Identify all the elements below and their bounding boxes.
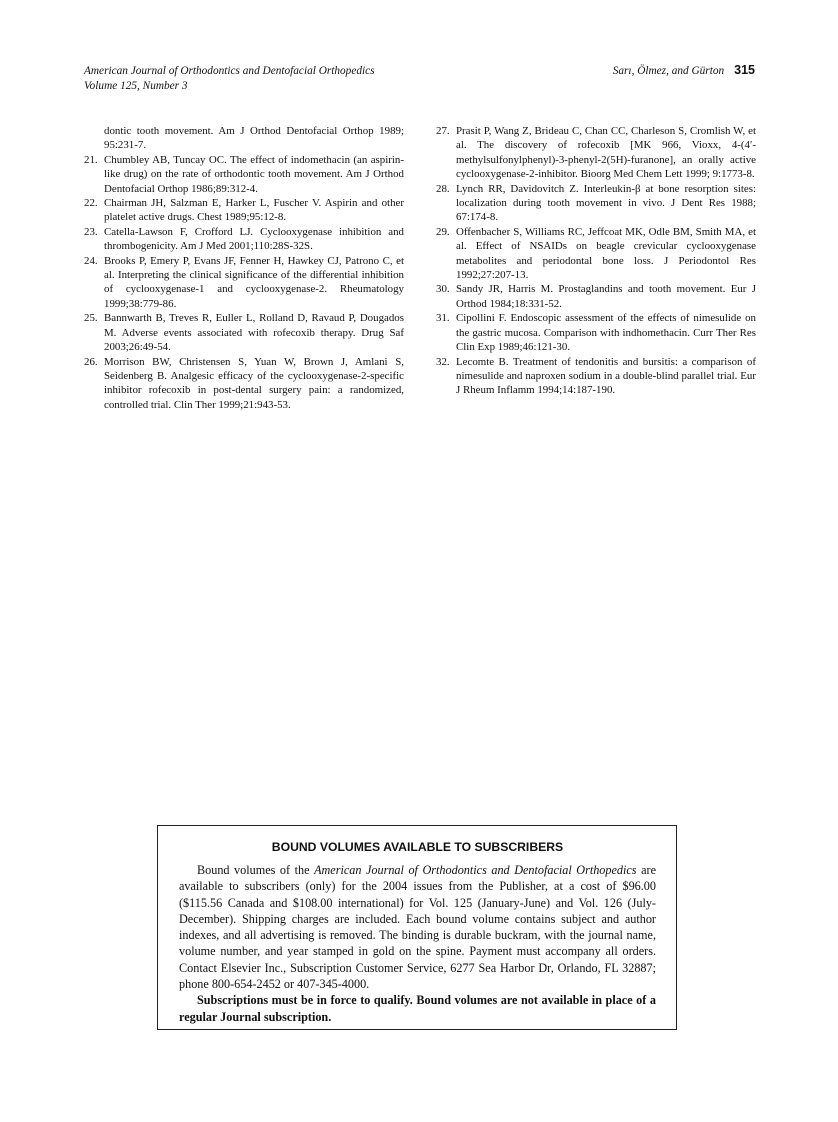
reference-number: 23. <box>84 225 98 238</box>
reference-item <box>436 225 756 283</box>
subscriber-notice-box <box>157 825 677 1030</box>
reference-item <box>84 124 404 153</box>
reference-item <box>84 225 404 254</box>
reference-number: 29. <box>436 225 450 238</box>
reference-text: dontic tooth movement. Am J Orthod Dentofacial Orthop 1989; 95:231-7. <box>104 125 404 152</box>
reference-item <box>84 254 404 312</box>
reference-item <box>436 124 756 182</box>
notice-bold-paragraph: Subscriptions must be in force to qualify. Bound volumes are not available in place of a regular Journal subscription. <box>179 993 656 1024</box>
references-right-column <box>436 124 756 398</box>
reference-text: Lecomte B. Treatment of tendonitis and bursitis: a comparison of nimesulide and naproxen sodium in a double-blind parallel trial. Eur J Rheum Inflamm 1994;14:187-190. <box>456 355 756 397</box>
reference-text: Prasit P, Wang Z, Brideau C, Chan CC, Charleson S, Cromlish W, et al. The discovery of rofecoxib [MK 966, Vioxx, 4-(4′-methylsulfonylphenyl)-3-phenyl-2(5H)-furanone], an orally active cyclooxygenase-2-inhibitor. Bioorg Med Chem Lett 1999; 9:1773-8. <box>456 125 756 181</box>
reference-number: 28. <box>436 182 450 195</box>
reference-number: 24. <box>84 254 98 267</box>
reference-number: 30. <box>436 283 450 296</box>
references-left-column <box>84 124 404 412</box>
volume-info: Volume 125, Number 3 <box>84 80 188 92</box>
reference-text: Cipollini F. Endoscopic assessment of the effects of nimesulide on the gastric mucosa. Comparison with indhomethacin. Curr Ther Res Clin Exp 1989;46:121-30. <box>456 312 756 354</box>
running-header-right <box>613 63 755 77</box>
reference-text: Brooks P, Emery P, Evans JF, Fenner H, Hawkey CJ, Patrono C, et al. Interpreting the clinical significance of the differential inhibition of cyclooxygenase-1 and cyclooxygenase-2. Rheumatology 1999;38:779-86. <box>104 254 404 310</box>
running-header-left <box>84 64 375 94</box>
reference-number: 32. <box>436 355 450 368</box>
reference-item <box>436 182 756 225</box>
reference-text: Catella-Lawson F, Crofford LJ. Cyclooxygenase inhibition and thrombogenicity. Am J Med 2001;110:28S-32S. <box>104 225 404 253</box>
notice-text: are available to subscribers (only) for the 2004 issues from the Publisher, at a cost of $96.00 ($115.56 Canada and $108.00 international) for Vol. 125 (January-June) and Vol. 126 (July-December). Shipping charges are included. Each bound volume contains subject and author indexes, and all advertising is removed. The binding is durable buckram, with the journal name, volume number, and year stamped in gold on the spine. Payment must accompany all orders. Contact Elsevier Inc., Subscription Customer Service, 6277 Sea Harbor Dr, Orlando, FL 32887; phone 800-654-2452 or 407-345-4000. <box>179 863 656 992</box>
reference-item <box>84 311 404 354</box>
reference-text: Bannwarth B, Treves R, Euller L, Rolland D, Ravaud P, Dougados M. Adverse events associated with rofecoxib therapy. Drug Saf 2003;26:49-54. <box>104 312 404 354</box>
reference-item <box>84 196 404 225</box>
reference-text: Offenbacher S, Williams RC, Jeffcoat MK, Odle BM, Smith MA, et al. Effect of NSAIDs on beagle crevicular cyclooxygenase metabolites and periodontal bone loss. J Periodontol Res 1992;27:207-13. <box>456 225 756 282</box>
reference-item <box>436 282 756 311</box>
page-number: 315 <box>734 63 755 77</box>
reference-text: Morrison BW, Christensen S, Yuan W, Brown J, Amlani S, Seidenberg B. Analgesic efficacy of the cyclooxygenase-2-specific inhibitor rofecoxib in post-dental surgery pain: a randomized, controlled trial. Clin Ther 1999;21:943-53. <box>104 355 404 411</box>
reference-item <box>84 355 404 413</box>
notice-title: BOUND VOLUMES AVAILABLE TO SUBSCRIBERS <box>271 840 564 854</box>
reference-item <box>436 355 756 398</box>
notice-journal-name: American Journal of Orthodontics and Dentofacial Orthopedics <box>314 863 637 877</box>
reference-number: 31. <box>436 312 450 325</box>
journal-title: American Journal of Orthodontics and Dentofacial Orthopedics <box>84 65 375 77</box>
notice-paragraph <box>179 862 656 992</box>
reference-text: Chumbley AB, Tuncay OC. The effect of indomethacin (an aspirin-like drug) on the rate of orthodontic tooth movement. Am J Orthod Dentofacial Orthop 1986;89:312-4. <box>104 153 404 195</box>
reference-text: Chairman JH, Salzman E, Harker L, Fuscher V. Aspirin and other platelet active drugs. Chest 1989;95:12-8. <box>104 197 404 224</box>
reference-number: 27. <box>436 125 450 137</box>
authors: Sarı, Ölmez, and Gürton <box>612 65 725 77</box>
reference-number: 22. <box>84 197 98 210</box>
reference-number: 26. <box>84 355 98 368</box>
reference-item <box>84 153 404 196</box>
reference-text: Lynch RR, Davidovitch Z. Interleukin-β at bone resorption sites: localization during tooth movement in vivo. J Dent Res 1988; 67:174-8. <box>456 182 756 224</box>
reference-text: Sandy JR, Harris M. Prostaglandins and tooth movement. Eur J Orthod 1984;18:331-52. <box>456 283 756 310</box>
reference-number: 21. <box>84 153 98 166</box>
reference-number: 25. <box>84 312 98 325</box>
notice-text: Bound volumes of the <box>197 863 315 877</box>
reference-item <box>436 311 756 354</box>
